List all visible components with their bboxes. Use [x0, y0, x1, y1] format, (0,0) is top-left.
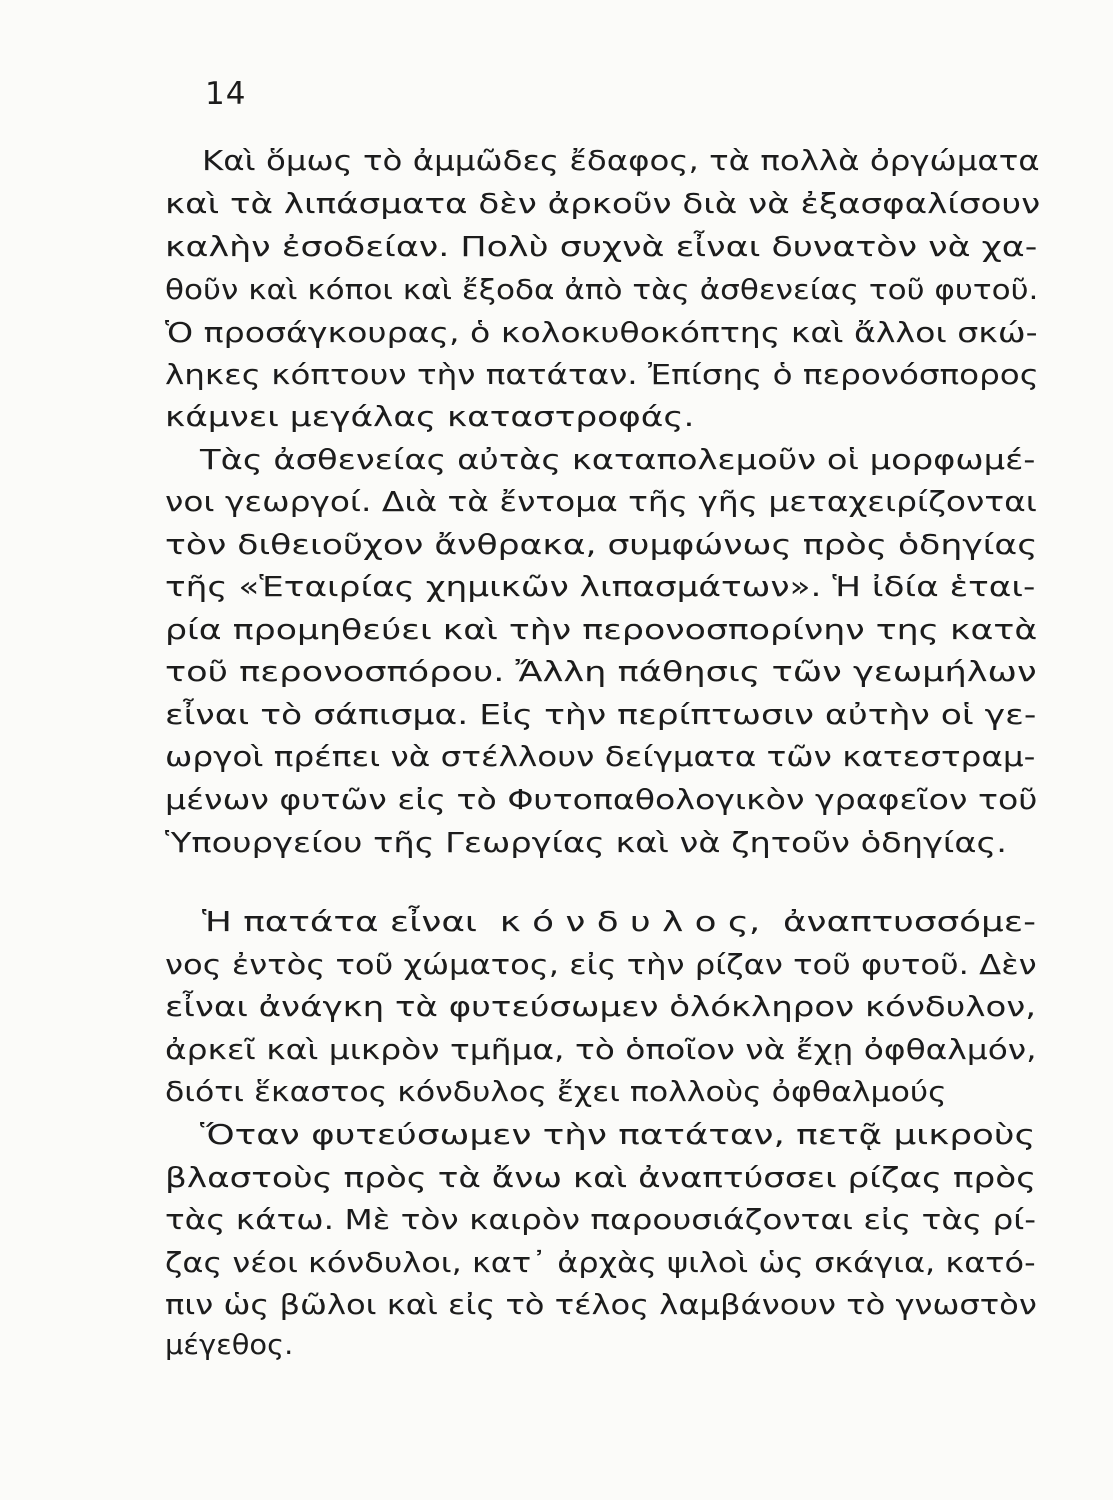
text-line: τὰς κάτω. Μὲ τὸν καιρὸν παρουσιάζονται εἰς τὰς ρί- [165, 1203, 1037, 1236]
text-line: τοῦ περονοσπόρου. Ἄλλη πάθησις τῶν γεωμήλων [165, 655, 1037, 688]
text-line: Ὑπουργείου τῆς Γεωργίας καὶ νὰ ζητοῦν ὁδηγίας. [165, 826, 1007, 859]
text-line: τῆς «Ἑταιρίας χημικῶν λιπασμάτων». Ἡ ἰδία ἑται- [165, 570, 1036, 603]
text-line: βλαστοὺς πρὸς τὰ ἄνω καὶ ἀναπτύσσει ρίζας πρὸς [165, 1161, 1037, 1194]
text-line: καὶ τὰ λιπάσματα δὲν ἀρκοῦν διὰ νὰ ἐξασφαλίσουν [165, 187, 1041, 220]
text-line: ἀρκεῖ καὶ μικρὸν τμῆμα, τὸ ὁποῖον νὰ ἔχῃ ὀφθαλμόν, [165, 1033, 1037, 1066]
text-line: καλὴν ἐσοδείαν. Πολὺ συχνὰ εἶναι δυνατὸν νὰ χα- [165, 230, 1038, 263]
text-line: θοῦν καὶ κόποι καὶ ἔξοδα ἀπὸ τὰς ἀσθενείας τοῦ φυτοῦ. [165, 273, 1039, 306]
text-line: διότι ἕκαστος κόνδυλος ἔχει πολλοὺς ὀφθαλμούς [165, 1075, 947, 1108]
text-line: Ἡ πατάτα εἶναι κ ό ν δ υ λ ο ς, ἀναπτυσσόμε- [202, 905, 1037, 938]
text-line: μένων φυτῶν εἰς τὸ Φυτοπαθολογικὸν γραφεῖον τοῦ [165, 783, 1038, 816]
text-line: Ὁ προσάγκουρας, ὁ κολοκυθοκόπτης καὶ ἄλλοι σκώ- [165, 316, 1038, 349]
text-line: μέγεθος. [165, 1328, 294, 1361]
text-line: τὸν διθειοῦχον ἄνθρακα, συμφώνως πρὸς ὁδηγίας [165, 528, 1038, 561]
text-line: νος ἐντὸς τοῦ χώματος, εἰς τὴν ρίζαν τοῦ φυτοῦ. Δὲν [165, 948, 1037, 981]
text-line: Ὅταν φυτεύσωμεν τὴν πατάταν, πετᾷ μικροὺς [200, 1118, 1036, 1151]
text-line: εἶναι ἀνάγκη τὰ φυτεύσωμεν ὁλόκληρον κόνδυλον, [165, 990, 1037, 1023]
text-line: ζας νέοι κόνδυλοι, κατ᾽ ἀρχὰς ψιλοὶ ὡς σκάγια, κατό- [165, 1246, 1036, 1279]
text-line: ωργοὶ πρέπει νὰ στέλλουν δείγματα τῶν κατεστραμ- [165, 740, 1036, 773]
text-line: νοι γεωργοί. Διὰ τὰ ἔντομα τῆς γῆς μεταχειρίζονται [165, 485, 1037, 518]
text-line: Τὰς ἀσθενείας αὐτὰς καταπολεμοῦν οἱ μορφωμέ- [200, 443, 1036, 476]
text-line: ρία προμηθεύει καὶ τὴν περονοσπορίνην της κατὰ [165, 613, 1038, 646]
text-line: εἶναι τὸ σάπισμα. Εἰς τὴν περίπτωσιν αὐτὴν οἱ γε- [165, 698, 1037, 731]
page-number: 14 [205, 76, 247, 112]
text-line: κάμνει μεγάλας καταστροφάς. [165, 400, 695, 433]
text-line: Καὶ ὅμως τὸ ἀμμῶδες ἔδαφος, τὰ πολλὰ ὀργώματα [202, 144, 1040, 177]
text-line: ληκες κόπτουν τὴν πατάταν. Ἐπίσης ὁ περονόσπορος [165, 358, 1039, 391]
text-line: πιν ὡς βῶλοι καὶ εἰς τὸ τέλος λαμβάνουν τὸ γνωστὸν [165, 1288, 1037, 1321]
